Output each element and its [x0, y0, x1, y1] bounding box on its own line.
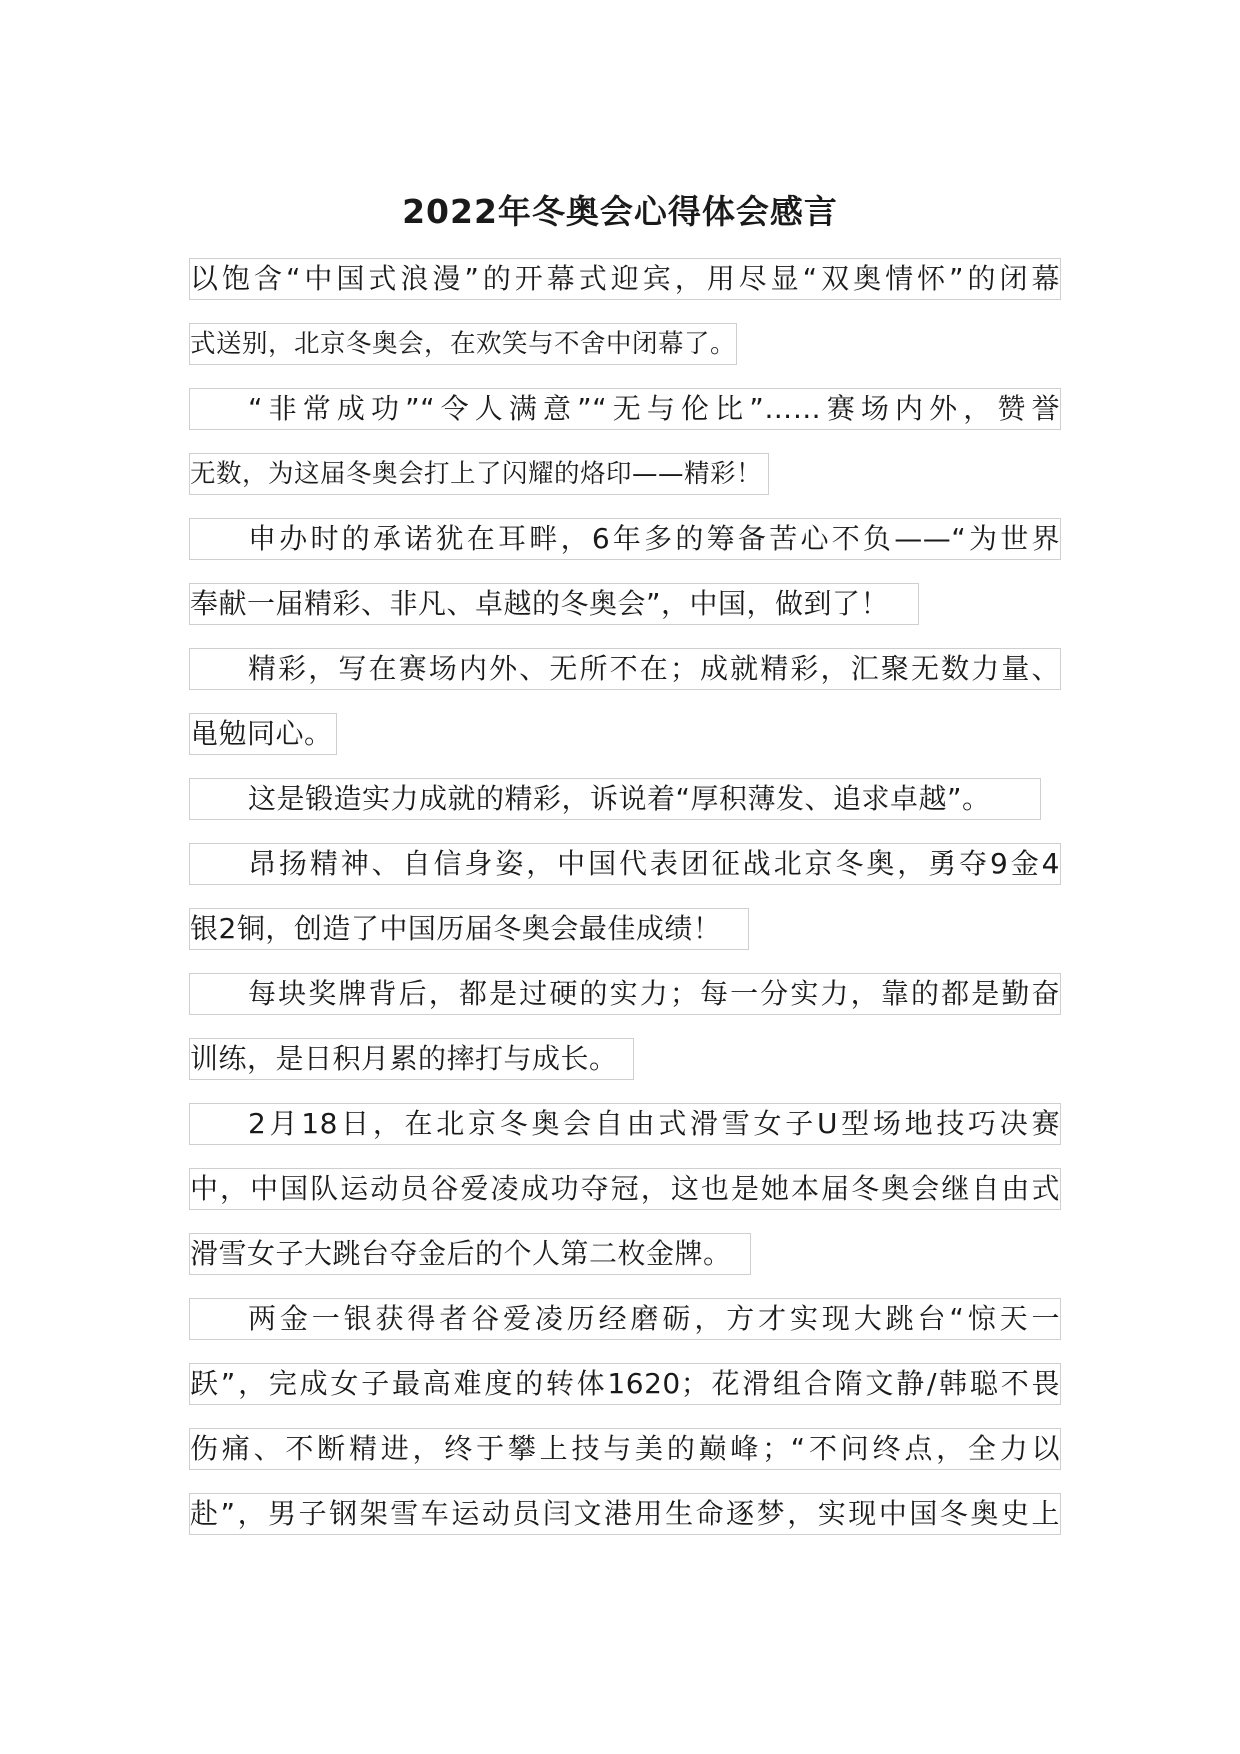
text-line: 式送别，北京冬奥会，在欢笑与不舍中闭幕了。: [189, 323, 1061, 388]
text-line: 精彩，写在赛场内外、无所不在；成就精彩，汇聚无数力量、: [189, 648, 1061, 713]
text-line: “非常成功”“令人满意”“无与伦比”……赛场内外，赞誉: [189, 388, 1061, 453]
text-line: 伤痛、不断精进，终于攀上技与美的巅峰；“不问终点，全力以: [189, 1428, 1061, 1493]
text-line: 赴”，男子钢架雪车运动员闫文港用生命逐梦，实现中国冬奥史上: [189, 1493, 1061, 1558]
text-line: 无数，为这届冬奥会打上了闪耀的烙印——精彩！: [189, 453, 1061, 518]
text-line: 跃”，完成女子最高难度的转体1620；花滑组合隋文静/韩聪不畏: [189, 1363, 1061, 1428]
text-line: 申办时的承诺犹在耳畔，6年多的筹备苦心不负——“为世界: [189, 518, 1061, 583]
text-line: 这是锻造实力成就的精彩，诉说着“厚积薄发、追求卓越”。: [189, 778, 1061, 843]
text-line: 昂扬精神、自信身姿，中国代表团征战北京冬奥，勇夺9金4: [189, 843, 1061, 908]
text-line: 中，中国队运动员谷爱凌成功夺冠，这也是她本届冬奥会继自由式: [189, 1168, 1061, 1233]
document-title: 2022年冬奥会心得体会感言: [402, 192, 838, 231]
text-line: 以饱含“中国式浪漫”的开幕式迎宾，用尽显“双奥情怀”的闭幕: [189, 258, 1061, 323]
text-line: 滑雪女子大跳台夺金后的个人第二枚金牌。: [189, 1233, 1061, 1298]
text-line: 每块奖牌背后，都是过硬的实力；每一分实力，靠的都是勤奋: [189, 973, 1061, 1038]
document-body: [189, 258, 1061, 1558]
text-line: 银2铜，创造了中国历届冬奥会最佳成绩！: [189, 908, 1061, 973]
text-line: 黾勉同心。: [189, 713, 1061, 778]
text-line: 两金一银获得者谷爱凌历经磨砺，方才实现大跳台“惊天一: [189, 1298, 1061, 1363]
text-line: 训练，是日积月累的摔打与成长。: [189, 1038, 1061, 1103]
text-line: 2月18日，在北京冬奥会自由式滑雪女子U型场地技巧决赛: [189, 1103, 1061, 1168]
text-line: 奉献一届精彩、非凡、卓越的冬奥会”，中国，做到了！: [189, 583, 1061, 648]
